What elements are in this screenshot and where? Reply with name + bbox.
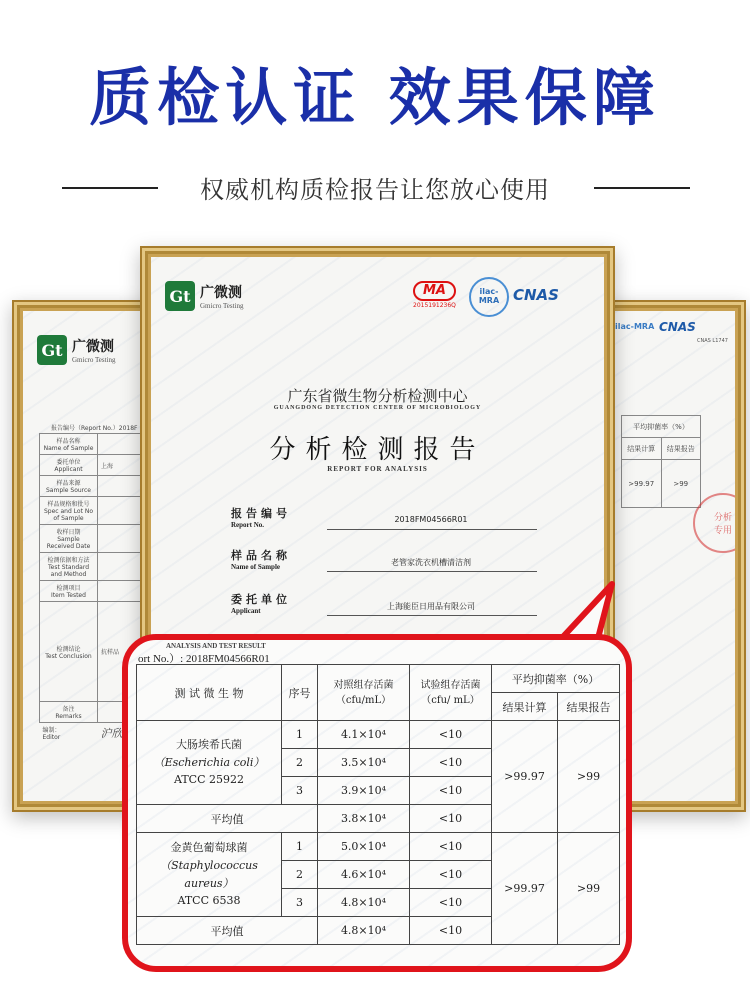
logo-name-en: Gmicro Testing xyxy=(200,302,244,310)
field-sample-line xyxy=(327,571,537,572)
table-row xyxy=(40,476,152,497)
organism-strain: ATCC 6538 xyxy=(177,894,241,908)
test-cell: <10 xyxy=(410,721,492,749)
control-cell: 3.9×10⁴ xyxy=(318,777,410,805)
field-report-no-label: 报告编号 xyxy=(231,507,291,520)
red-stamp-icon: 分析 专用 xyxy=(693,493,735,553)
organism-name-latin: （Escherichia coli） xyxy=(153,755,265,769)
field-sample-label-en: Name of Sample xyxy=(231,563,280,571)
field-applicant-line xyxy=(327,615,537,616)
left-form-label: 委托单位 Applicant xyxy=(40,455,98,476)
right-header-rate: 平均抑菌率（%） xyxy=(622,416,701,438)
ma-seal xyxy=(413,281,456,310)
calc-cell: >99.97 xyxy=(492,833,558,945)
callout-report-no: ort No.）: 2018FM04566R01 xyxy=(138,653,270,665)
gmicro-logo-icon: Gt xyxy=(165,281,195,311)
field-applicant-label: 委托单位 xyxy=(231,593,291,606)
header-report: 结果报告 xyxy=(558,693,620,721)
right-value-report: >99 xyxy=(661,460,701,508)
subtitle-rule-right xyxy=(594,187,690,189)
table-row xyxy=(137,833,620,861)
left-form-label: 样品规格和批号 Spec and Lot No of Sample xyxy=(40,497,98,525)
table-row xyxy=(40,553,152,581)
field-applicant-value: 上海能臣日用品有限公司 xyxy=(387,602,475,611)
right-cnas-seal-icon: CNAS xyxy=(659,320,696,334)
headline-title: 质检认证 效果保障 xyxy=(89,61,661,134)
organism-saureus xyxy=(137,833,282,917)
right-partial-table xyxy=(621,415,701,508)
ma-seal-icon: MA xyxy=(413,281,456,301)
left-form-label: 检测依据和方法 Test Standard and Method xyxy=(40,553,98,581)
avg-label-cell: 平均值 xyxy=(137,917,318,945)
header-organism: 测 试 微 生 物 xyxy=(137,665,282,721)
field-applicant-label-en: Applicant xyxy=(231,607,261,615)
table-row xyxy=(40,455,152,476)
table-row xyxy=(40,497,152,525)
left-form-label: 备注 Remarks xyxy=(40,702,98,723)
seq-cell: 2 xyxy=(282,861,318,889)
test-cell: <10 xyxy=(410,833,492,861)
right-cnas-number: CNAS L1747 xyxy=(697,338,728,344)
seq-cell: 3 xyxy=(282,889,318,917)
report-cell: >99 xyxy=(558,721,620,833)
header-control: 对照组存活菌 （cfu/mL） xyxy=(318,665,410,721)
seq-cell: 2 xyxy=(282,749,318,777)
table-row xyxy=(40,581,152,602)
field-sample-label: 样品名称 xyxy=(231,549,291,562)
ma-seal-number: 2015191236Q xyxy=(413,302,456,310)
table-row xyxy=(137,721,620,749)
editor-signature: 沪欣 xyxy=(100,727,123,741)
control-cell: 4.8×10⁴ xyxy=(318,889,410,917)
organism-ecoli xyxy=(137,721,282,805)
right-value-calc: >99.97 xyxy=(622,460,662,508)
left-report-no: 报告编号（Report No.）2018F xyxy=(51,425,138,432)
callout-bubble xyxy=(122,634,632,972)
avg-label-cell: 平均值 xyxy=(137,805,318,833)
field-report-no-label-en: Report No. xyxy=(231,521,265,529)
test-cell: <10 xyxy=(410,749,492,777)
avg-control-cell: 4.8×10⁴ xyxy=(318,917,410,945)
left-logo xyxy=(37,335,116,365)
right-header-calc: 结果计算 xyxy=(622,438,662,460)
field-sample-value: 老管家洗衣机槽清洁剂 xyxy=(391,558,471,567)
left-form-label: 检测结论 Test Conclusion xyxy=(40,602,98,702)
right-header-report: 结果报告 xyxy=(661,438,701,460)
header-test: 试验组存活菌 （cfu/ mL） xyxy=(410,665,492,721)
organism-name-latin: （Staphylococcus aureus） xyxy=(160,858,258,890)
left-form-label: 收样日期 Sample Received Date xyxy=(40,525,98,553)
result-table xyxy=(136,664,620,945)
control-cell: 5.0×10⁴ xyxy=(318,833,410,861)
cnas-seal-icon: CNAS xyxy=(513,286,559,304)
header-rate: 平均抑菌率（%） xyxy=(492,665,620,693)
table-row xyxy=(40,434,152,455)
report-cell: >99 xyxy=(558,833,620,945)
seq-cell: 1 xyxy=(282,721,318,749)
logo-name-en: Gmicro Testing xyxy=(72,356,116,364)
report-title-cn: 分析检测报告 xyxy=(269,435,486,465)
field-report-no-value: 2018FM04566R01 xyxy=(394,515,468,524)
calc-cell: >99.97 xyxy=(492,721,558,833)
left-form-value: 上海 xyxy=(98,455,152,476)
test-cell: <10 xyxy=(410,889,492,917)
center-logo xyxy=(165,281,244,311)
subtitle-text: 权威机构质检报告让您放心使用 xyxy=(200,176,550,204)
control-cell: 3.5×10⁴ xyxy=(318,749,410,777)
control-cell: 4.1×10⁴ xyxy=(318,721,410,749)
left-form-label: 样品来源 Sample Source xyxy=(40,476,98,497)
logo-name-cn: 广微测 xyxy=(72,339,114,355)
field-report-no-line xyxy=(327,529,537,530)
report-title-en: REPORT FOR ANALYSIS xyxy=(327,465,428,473)
editor-label: 编制： Editor xyxy=(42,727,61,742)
table-row xyxy=(40,525,152,553)
test-cell: <10 xyxy=(410,777,492,805)
seq-cell: 3 xyxy=(282,777,318,805)
left-form-value: 抗样品 xyxy=(98,602,152,702)
org-name-en: GUANGDONG DETECTION CENTER OF MICROBIOLOGY xyxy=(273,405,482,411)
callout-caption: ANALYSIS AND TEST RESULT xyxy=(166,642,266,650)
test-cell: <10 xyxy=(410,861,492,889)
right-ilac-seal-icon: ilac-MRA xyxy=(615,322,655,331)
gmicro-logo-icon: Gt xyxy=(37,335,67,365)
avg-test-cell: <10 xyxy=(410,917,492,945)
subtitle-row xyxy=(0,170,750,206)
header-calc: 结果计算 xyxy=(492,693,558,721)
ilac-mra-seal-icon: ilac-MRA xyxy=(469,277,509,317)
left-form-label: 样品名称 Name of Sample xyxy=(40,434,98,455)
org-name-cn: 广东省微生物分析检测中心 xyxy=(287,387,468,405)
logo-name-cn: 广微测 xyxy=(200,285,242,301)
left-form-label: 检测项目 Item Tested xyxy=(40,581,98,602)
avg-test-cell: <10 xyxy=(410,805,492,833)
organism-name-cn: 金黄色葡萄球菌 xyxy=(170,841,248,855)
organism-strain: ATCC 25922 xyxy=(173,773,244,787)
seq-cell: 1 xyxy=(282,833,318,861)
avg-control-cell: 3.8×10⁴ xyxy=(318,805,410,833)
control-cell: 4.6×10⁴ xyxy=(318,861,410,889)
header-seq: 序号 xyxy=(282,665,318,721)
organism-name-cn: 大肠埃希氏菌 xyxy=(176,738,242,752)
